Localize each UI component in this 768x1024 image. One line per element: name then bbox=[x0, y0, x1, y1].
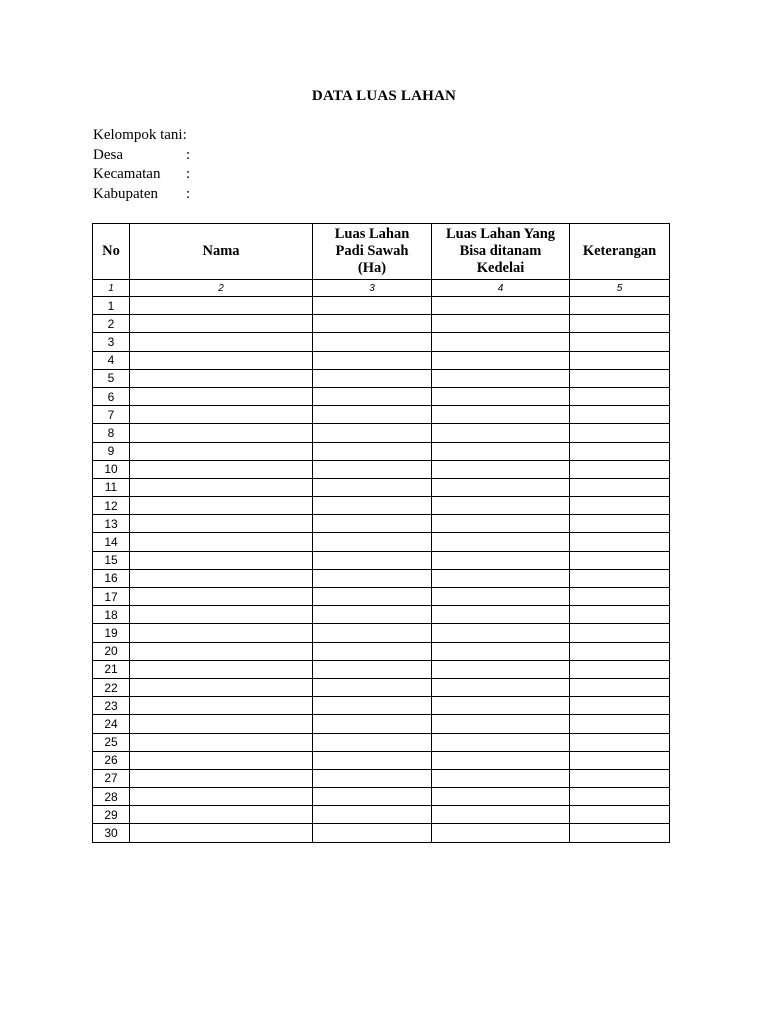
nama-cell[interactable] bbox=[130, 297, 313, 315]
table-row bbox=[93, 769, 670, 787]
luas-lahan-padi-sawah-cell[interactable] bbox=[313, 788, 432, 806]
luas-lahan-kedelai-cell[interactable] bbox=[432, 824, 570, 842]
luas-lahan-padi-sawah-cell[interactable] bbox=[313, 478, 432, 496]
keterangan-cell[interactable] bbox=[570, 624, 670, 642]
nama-cell[interactable] bbox=[130, 478, 313, 496]
luas-lahan-kedelai-cell[interactable] bbox=[432, 497, 570, 515]
table-row bbox=[93, 478, 670, 496]
nama-cell[interactable] bbox=[130, 442, 313, 460]
row-number-cell: 20 bbox=[93, 642, 130, 660]
nama-cell[interactable] bbox=[130, 824, 313, 842]
keterangan-cell[interactable] bbox=[570, 442, 670, 460]
kabupaten-field bbox=[93, 185, 190, 205]
row-number-cell: 12 bbox=[93, 497, 130, 515]
document-title: DATA LUAS LAHAN bbox=[311, 88, 457, 104]
luas-lahan-padi-sawah-cell[interactable] bbox=[313, 424, 432, 442]
luas-lahan-padi-sawah-cell[interactable] bbox=[313, 697, 432, 715]
table-row bbox=[93, 569, 670, 587]
kecamatan-colon: : bbox=[186, 166, 191, 182]
kelompok-tani-field bbox=[93, 126, 190, 146]
row-number-cell: 26 bbox=[93, 751, 130, 769]
luas-lahan-kedelai-cell[interactable] bbox=[432, 660, 570, 678]
nama-cell[interactable] bbox=[130, 678, 313, 696]
keterangan-cell[interactable] bbox=[570, 569, 670, 587]
luas-lahan-padi-sawah-cell[interactable] bbox=[313, 624, 432, 642]
luas-lahan-kedelai-cell[interactable] bbox=[432, 551, 570, 569]
nama-cell[interactable] bbox=[130, 315, 313, 333]
nama-cell[interactable] bbox=[130, 333, 313, 351]
row-number-cell: 29 bbox=[93, 806, 130, 824]
nama-cell[interactable] bbox=[130, 806, 313, 824]
header-no: No bbox=[93, 224, 130, 280]
table-row bbox=[93, 588, 670, 606]
luas-lahan-padi-sawah-cell[interactable] bbox=[313, 406, 432, 424]
column-index-cell: 1 bbox=[93, 280, 130, 297]
table-row bbox=[93, 751, 670, 769]
keterangan-cell[interactable] bbox=[570, 478, 670, 496]
row-number-cell: 13 bbox=[93, 515, 130, 533]
luas-lahan-padi-sawah-cell[interactable] bbox=[313, 824, 432, 842]
luas-lahan-padi-sawah-cell[interactable] bbox=[313, 315, 432, 333]
row-number-cell: 1 bbox=[93, 297, 130, 315]
luas-lahan-padi-sawah-cell[interactable] bbox=[313, 333, 432, 351]
keterangan-cell[interactable] bbox=[570, 769, 670, 787]
table-row bbox=[93, 442, 670, 460]
luas-lahan-padi-sawah-cell[interactable] bbox=[313, 387, 432, 405]
luas-lahan-padi-sawah-cell[interactable] bbox=[313, 551, 432, 569]
luas-lahan-padi-sawah-cell[interactable] bbox=[313, 715, 432, 733]
table-row bbox=[93, 624, 670, 642]
luas-lahan-kedelai-cell[interactable] bbox=[432, 642, 570, 660]
nama-cell[interactable] bbox=[130, 660, 313, 678]
keterangan-cell[interactable] bbox=[570, 515, 670, 533]
nama-cell[interactable] bbox=[130, 406, 313, 424]
luas-lahan-padi-sawah-cell[interactable] bbox=[313, 569, 432, 587]
header-nama: Nama bbox=[130, 224, 313, 280]
table-row bbox=[93, 715, 670, 733]
keterangan-cell[interactable] bbox=[570, 788, 670, 806]
table-row bbox=[93, 642, 670, 660]
luas-lahan-padi-sawah-cell[interactable] bbox=[313, 588, 432, 606]
row-number-cell: 9 bbox=[93, 442, 130, 460]
keterangan-cell[interactable] bbox=[570, 497, 670, 515]
luas-lahan-kedelai-cell[interactable] bbox=[432, 697, 570, 715]
keterangan-cell[interactable] bbox=[570, 551, 670, 569]
luas-lahan-kedelai-cell[interactable] bbox=[432, 424, 570, 442]
luas-lahan-kedelai-cell[interactable] bbox=[432, 515, 570, 533]
table-row bbox=[93, 460, 670, 478]
keterangan-cell[interactable] bbox=[570, 315, 670, 333]
luas-lahan-kedelai-cell[interactable] bbox=[432, 442, 570, 460]
luas-lahan-padi-sawah-cell[interactable] bbox=[313, 460, 432, 478]
nama-cell[interactable] bbox=[130, 715, 313, 733]
nama-cell[interactable] bbox=[130, 624, 313, 642]
column-index-row bbox=[93, 280, 670, 297]
row-number-cell: 19 bbox=[93, 624, 130, 642]
kelompok-tani-label: Kelompok tani: bbox=[93, 127, 187, 143]
kecamatan-label: Kecamatan bbox=[93, 166, 161, 182]
row-number-cell: 14 bbox=[93, 533, 130, 551]
keterangan-cell[interactable] bbox=[570, 697, 670, 715]
kabupaten-label: Kabupaten bbox=[93, 185, 158, 202]
keterangan-cell[interactable] bbox=[570, 424, 670, 442]
kecamatan-field bbox=[93, 165, 190, 185]
luas-lahan-kedelai-cell[interactable] bbox=[432, 387, 570, 405]
row-number-cell: 4 bbox=[93, 351, 130, 369]
keterangan-cell[interactable] bbox=[570, 751, 670, 769]
table-row bbox=[93, 824, 670, 842]
row-number-cell: 15 bbox=[93, 551, 130, 569]
keterangan-cell[interactable] bbox=[570, 297, 670, 315]
nama-cell[interactable] bbox=[130, 515, 313, 533]
luas-lahan-padi-sawah-cell[interactable] bbox=[313, 751, 432, 769]
luas-lahan-padi-sawah-cell[interactable] bbox=[313, 660, 432, 678]
luas-lahan-kedelai-cell[interactable] bbox=[432, 588, 570, 606]
luas-lahan-padi-sawah-cell[interactable] bbox=[313, 806, 432, 824]
nama-cell[interactable] bbox=[130, 569, 313, 587]
info-block bbox=[93, 126, 190, 204]
luas-lahan-padi-sawah-cell[interactable] bbox=[313, 533, 432, 551]
luas-lahan-kedelai-cell[interactable] bbox=[432, 406, 570, 424]
luas-lahan-kedelai-cell[interactable] bbox=[432, 606, 570, 624]
row-number-cell: 7 bbox=[93, 406, 130, 424]
header-keterangan: Keterangan bbox=[570, 224, 670, 280]
nama-cell[interactable] bbox=[130, 606, 313, 624]
luas-lahan-padi-sawah-cell[interactable] bbox=[313, 606, 432, 624]
row-number-cell: 24 bbox=[93, 715, 130, 733]
nama-cell[interactable] bbox=[130, 642, 313, 660]
table-row bbox=[93, 733, 670, 751]
keterangan-cell[interactable] bbox=[570, 406, 670, 424]
luas-lahan-padi-sawah-cell[interactable] bbox=[313, 369, 432, 387]
table-row bbox=[93, 606, 670, 624]
luas-lahan-padi-sawah-cell[interactable] bbox=[313, 733, 432, 751]
keterangan-cell[interactable] bbox=[570, 715, 670, 733]
keterangan-cell[interactable] bbox=[570, 533, 670, 551]
nama-cell[interactable] bbox=[130, 460, 313, 478]
luas-lahan-padi-sawah-cell[interactable] bbox=[313, 769, 432, 787]
land-area-table bbox=[92, 223, 670, 843]
table-row bbox=[93, 515, 670, 533]
header-luas-lahan-kedelai: Luas Lahan Yang Bisa ditanam Kedelai bbox=[432, 224, 570, 280]
nama-cell[interactable] bbox=[130, 588, 313, 606]
luas-lahan-padi-sawah-cell[interactable] bbox=[313, 642, 432, 660]
keterangan-cell[interactable] bbox=[570, 678, 670, 696]
nama-cell[interactable] bbox=[130, 697, 313, 715]
desa-colon: : bbox=[186, 146, 191, 163]
keterangan-cell[interactable] bbox=[570, 642, 670, 660]
table-row bbox=[93, 788, 670, 806]
table-row bbox=[93, 697, 670, 715]
luas-lahan-kedelai-cell[interactable] bbox=[432, 369, 570, 387]
luas-lahan-padi-sawah-cell[interactable] bbox=[313, 442, 432, 460]
keterangan-cell[interactable] bbox=[570, 733, 670, 751]
table-row bbox=[93, 369, 670, 387]
table-row bbox=[93, 351, 670, 369]
row-number-cell: 25 bbox=[93, 733, 130, 751]
luas-lahan-kedelai-cell[interactable] bbox=[432, 624, 570, 642]
table-row bbox=[93, 806, 670, 824]
row-number-cell: 5 bbox=[93, 369, 130, 387]
keterangan-cell[interactable] bbox=[570, 351, 670, 369]
row-number-cell: 17 bbox=[93, 588, 130, 606]
nama-cell[interactable] bbox=[130, 351, 313, 369]
luas-lahan-kedelai-cell[interactable] bbox=[432, 333, 570, 351]
luas-lahan-padi-sawah-cell[interactable] bbox=[313, 515, 432, 533]
nama-cell[interactable] bbox=[130, 387, 313, 405]
luas-lahan-padi-sawah-cell[interactable] bbox=[313, 351, 432, 369]
table-row bbox=[93, 406, 670, 424]
keterangan-cell[interactable] bbox=[570, 460, 670, 478]
row-number-cell: 22 bbox=[93, 678, 130, 696]
nama-cell[interactable] bbox=[130, 533, 313, 551]
keterangan-cell[interactable] bbox=[570, 606, 670, 624]
table-row bbox=[93, 333, 670, 351]
row-number-cell: 28 bbox=[93, 788, 130, 806]
nama-cell[interactable] bbox=[130, 551, 313, 569]
luas-lahan-kedelai-cell[interactable] bbox=[432, 351, 570, 369]
luas-lahan-kedelai-cell[interactable] bbox=[432, 806, 570, 824]
row-number-cell: 30 bbox=[93, 824, 130, 842]
table-row bbox=[93, 315, 670, 333]
row-number-cell: 11 bbox=[93, 478, 130, 496]
row-number-cell: 6 bbox=[93, 387, 130, 405]
keterangan-cell[interactable] bbox=[570, 660, 670, 678]
desa-label: Desa bbox=[93, 146, 123, 163]
table-row bbox=[93, 424, 670, 442]
column-index-cell: 4 bbox=[432, 280, 570, 297]
luas-lahan-padi-sawah-cell[interactable] bbox=[313, 678, 432, 696]
luas-lahan-kedelai-cell[interactable] bbox=[432, 297, 570, 315]
nama-cell[interactable] bbox=[130, 788, 313, 806]
luas-lahan-kedelai-cell[interactable] bbox=[432, 315, 570, 333]
table-header-row bbox=[93, 224, 670, 280]
table-row bbox=[93, 297, 670, 315]
keterangan-cell[interactable] bbox=[570, 824, 670, 842]
row-number-cell: 21 bbox=[93, 660, 130, 678]
table-row bbox=[93, 660, 670, 678]
column-index-cell: 5 bbox=[570, 280, 670, 297]
kabupaten-colon: : bbox=[186, 185, 191, 202]
nama-cell[interactable] bbox=[130, 424, 313, 442]
column-index-cell: 3 bbox=[313, 280, 432, 297]
header-luas-lahan-padi-sawah: Luas Lahan Padi Sawah (Ha) bbox=[313, 224, 432, 280]
row-number-cell: 3 bbox=[93, 333, 130, 351]
nama-cell[interactable] bbox=[130, 497, 313, 515]
luas-lahan-padi-sawah-cell[interactable] bbox=[313, 497, 432, 515]
luas-lahan-kedelai-cell[interactable] bbox=[432, 715, 570, 733]
row-number-cell: 18 bbox=[93, 606, 130, 624]
luas-lahan-kedelai-cell[interactable] bbox=[432, 533, 570, 551]
row-number-cell: 2 bbox=[93, 315, 130, 333]
luas-lahan-kedelai-cell[interactable] bbox=[432, 751, 570, 769]
luas-lahan-kedelai-cell[interactable] bbox=[432, 733, 570, 751]
luas-lahan-kedelai-cell[interactable] bbox=[432, 678, 570, 696]
row-number-cell: 23 bbox=[93, 697, 130, 715]
luas-lahan-kedelai-cell[interactable] bbox=[432, 460, 570, 478]
column-index-cell: 2 bbox=[130, 280, 313, 297]
keterangan-cell[interactable] bbox=[570, 387, 670, 405]
desa-field bbox=[93, 146, 190, 166]
keterangan-cell[interactable] bbox=[570, 333, 670, 351]
nama-cell[interactable] bbox=[130, 733, 313, 751]
nama-cell[interactable] bbox=[130, 751, 313, 769]
nama-cell[interactable] bbox=[130, 769, 313, 787]
keterangan-cell[interactable] bbox=[570, 588, 670, 606]
luas-lahan-kedelai-cell[interactable] bbox=[432, 569, 570, 587]
table-row bbox=[93, 551, 670, 569]
nama-cell[interactable] bbox=[130, 369, 313, 387]
luas-lahan-padi-sawah-cell[interactable] bbox=[313, 297, 432, 315]
row-number-cell: 8 bbox=[93, 424, 130, 442]
row-number-cell: 16 bbox=[93, 569, 130, 587]
keterangan-cell[interactable] bbox=[570, 806, 670, 824]
table-row bbox=[93, 497, 670, 515]
table-row bbox=[93, 678, 670, 696]
row-number-cell: 10 bbox=[93, 460, 130, 478]
luas-lahan-kedelai-cell[interactable] bbox=[432, 788, 570, 806]
keterangan-cell[interactable] bbox=[570, 369, 670, 387]
table-row bbox=[93, 387, 670, 405]
luas-lahan-kedelai-cell[interactable] bbox=[432, 769, 570, 787]
table-row bbox=[93, 533, 670, 551]
row-number-cell: 27 bbox=[93, 769, 130, 787]
luas-lahan-kedelai-cell[interactable] bbox=[432, 478, 570, 496]
